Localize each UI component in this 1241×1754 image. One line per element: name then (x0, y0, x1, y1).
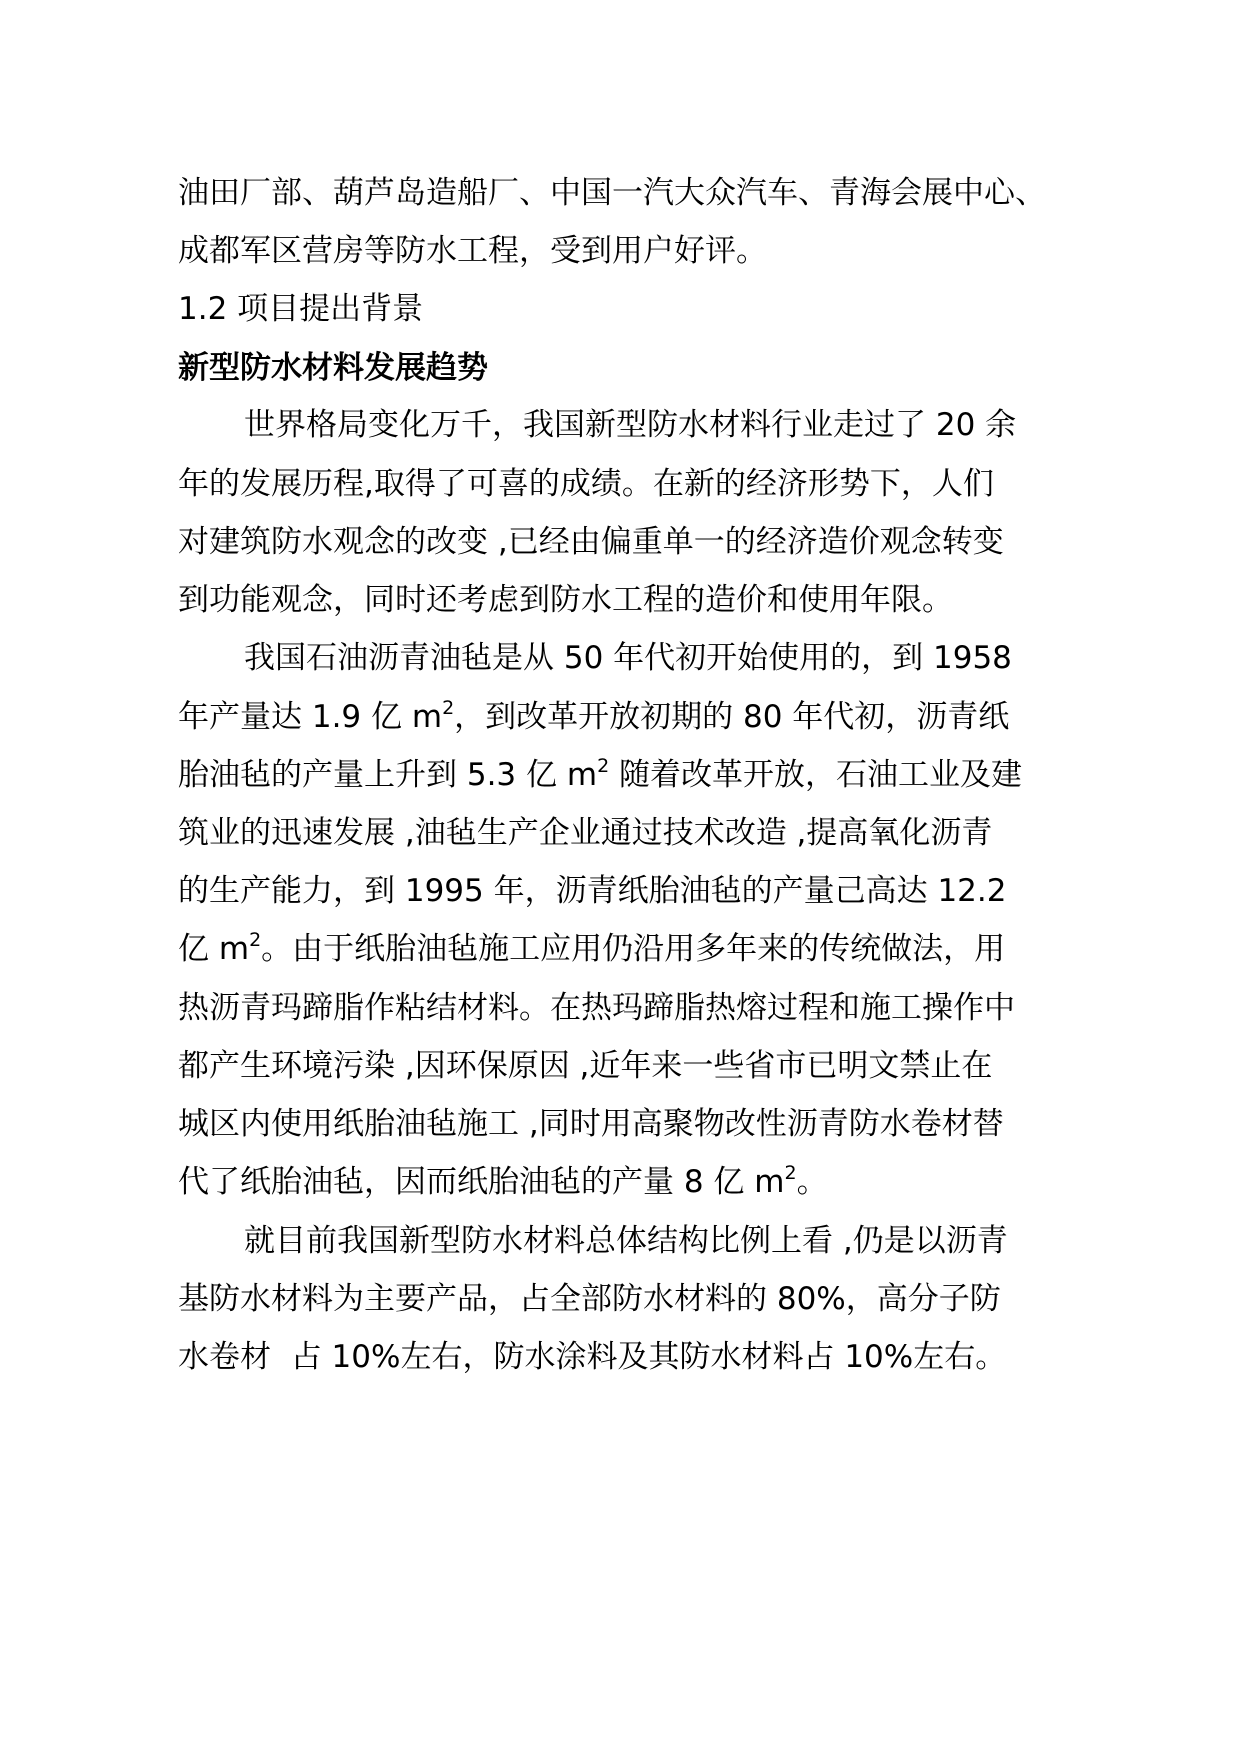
line-text: 亿 m (178, 931, 250, 967)
line-text: 胎油毡的产量上升到 5.3 亿 m (178, 757, 598, 793)
superscript: 2 (597, 755, 610, 777)
paragraph-line: 年的发展历程,取得了可喜的成绩。在新的经济形势下，人们 (178, 466, 994, 502)
superscript: 2 (442, 697, 455, 719)
paragraph-line (178, 1162, 828, 1200)
paragraph-line: 成都军区营房等防水工程，受到用户好评。 (178, 233, 767, 269)
paragraph-line: 基防水材料为主要产品，占全部防水材料的 80%，高分子防 (178, 1281, 1001, 1317)
paragraph-line: 对建筑防水观念的改变 ,已经由偏重单一的经济造价观念转变 (178, 524, 1004, 560)
paragraph-line: 热沥青玛蹄脂作粘结材料。在热玛蹄脂热熔过程和施工操作中 (178, 990, 1015, 1026)
line-text: 。由于纸胎油毡施工应用仍沿用多年来的传统做法，用 (261, 931, 1006, 967)
line-text: 。 (796, 1164, 828, 1200)
paragraph-line: 都产生环境污染 ,因环保原因 ,近年来一些省市已明文禁止在 (178, 1048, 993, 1084)
paragraph-line (178, 929, 1006, 967)
paragraph-line: 的生产能力，到 1995 年，沥青纸胎油毡的产量己高达 12.2 (178, 873, 1007, 909)
paragraph-line: 世界格局变化万千，我国新型防水材料行业走过了 20 余 (244, 407, 1017, 443)
line-text: ，到改革开放初期的 80 年代初，沥青纸 (454, 699, 1010, 735)
section-number-heading: 1.2 项目提出背景 (178, 291, 424, 327)
paragraph-line: 筑业的迅速发展 ,油毡生产企业通过技术改造 ,提高氧化沥青 (178, 815, 993, 851)
line-text: 随着改革开放，石油工业及建 (609, 757, 1023, 793)
paragraph-line (178, 697, 1010, 735)
paragraph-line: 油田厂部、葫芦岛造船厂、中国一汽大众汽车、青海会展中心、 (178, 175, 1046, 211)
paragraph-line: 就目前我国新型防水材料总体结构比例上看 ,仍是以沥青 (244, 1223, 1008, 1259)
paragraph-line: 到功能观念，同时还考虑到防水工程的造价和使用年限。 (178, 582, 953, 618)
paragraph-line (178, 755, 1023, 793)
superscript: 2 (784, 1162, 797, 1184)
superscript: 2 (249, 929, 262, 951)
line-text: 代了纸胎油毡，因而纸胎油毡的产量 8 亿 m (178, 1164, 785, 1200)
paragraph-line: 我国石油沥青油毡是从 50 年代初开始使用的，到 1958 (244, 640, 1012, 676)
line-text: 年产量达 1.9 亿 m (178, 699, 443, 735)
section-subheading: 新型防水材料发展趋势 (178, 350, 488, 386)
paragraph-line: 水卷材 占 10%左右，防水涂料及其防水材料占 10%左右。 (178, 1339, 1007, 1375)
paragraph-line: 城区内使用纸胎油毡施工 ,同时用高聚物改性沥青防水卷材替 (178, 1106, 1004, 1142)
